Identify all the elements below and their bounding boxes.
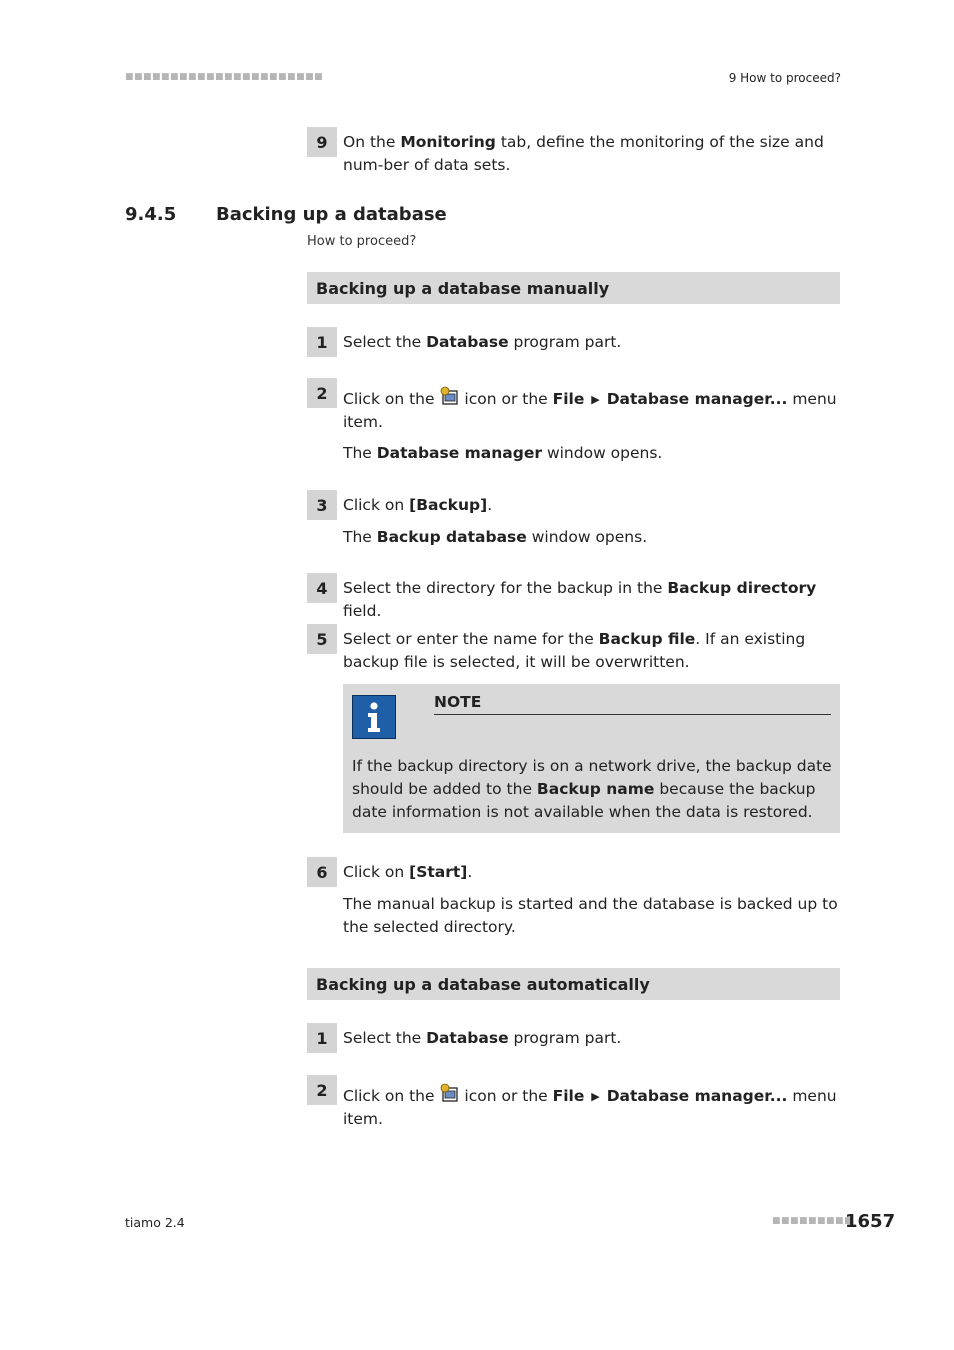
section-number: 9.4.5 bbox=[125, 204, 177, 225]
step-number: 5 bbox=[307, 624, 337, 654]
subsection-heading: Backing up a database manually bbox=[307, 272, 840, 304]
step-text: Select the Database program part. bbox=[343, 1029, 622, 1047]
step-number: 9 bbox=[307, 127, 337, 157]
step-text: Click on [Backup]. bbox=[343, 496, 493, 514]
step-text: Select the directory for the backup in the Backup directory field. bbox=[343, 579, 817, 620]
database-manager-icon bbox=[439, 386, 459, 406]
section-subtitle: How to proceed? bbox=[307, 234, 417, 249]
step-result: The manual backup is started and the database is backed up to the selected directory. bbox=[343, 895, 838, 936]
page-number: 1657 bbox=[845, 1211, 896, 1232]
menu-arrow-icon: ▶ bbox=[591, 393, 600, 406]
step-text: Click on the icon or the File ▶ Database manager... menu item. bbox=[343, 386, 840, 434]
step-number: 2 bbox=[307, 378, 337, 408]
menu-arrow-icon: ▶ bbox=[591, 1090, 600, 1103]
step-text: Click on [Start]. bbox=[343, 863, 473, 881]
step-text: Select or enter the name for the Backup file. If an existing backup file is selected, it will be overwritten. bbox=[343, 630, 806, 671]
note-box bbox=[343, 684, 840, 833]
step-text: Click on the icon or the File ▶ Database manager... menu item. bbox=[343, 1083, 840, 1131]
step-result: The Database manager window opens. bbox=[343, 444, 663, 462]
section-title: Backing up a database bbox=[216, 204, 447, 225]
note-title: NOTE bbox=[434, 693, 831, 715]
info-icon bbox=[352, 695, 396, 739]
subsection-heading: Backing up a database automatically bbox=[307, 968, 840, 1000]
step-number: 1 bbox=[307, 327, 337, 357]
step-number: 4 bbox=[307, 573, 337, 603]
header-decoration: ■■■■■■■■■■■■■■■■■■■■■■ bbox=[125, 72, 324, 82]
step-text: Select the Database program part. bbox=[343, 333, 622, 351]
footer-decoration: ■■■■■■■■■ bbox=[772, 1216, 854, 1226]
running-header: 9 How to proceed? bbox=[728, 71, 841, 85]
step-number: 3 bbox=[307, 490, 337, 520]
database-manager-icon bbox=[439, 1083, 459, 1103]
footer-product: tiamo 2.4 bbox=[125, 1215, 185, 1230]
step-number: 2 bbox=[307, 1075, 337, 1105]
step-result: The Backup database window opens. bbox=[343, 528, 648, 546]
step-number: 6 bbox=[307, 857, 337, 887]
note-text: If the backup directory is on a network drive, the backup date should be added to the Backup name because the backup date information is not available when the data is restored. bbox=[352, 757, 832, 821]
step-number: 1 bbox=[307, 1023, 337, 1053]
step-text: On the Monitoring tab, define the monitoring of the size and num-ber of data sets. bbox=[343, 133, 824, 174]
